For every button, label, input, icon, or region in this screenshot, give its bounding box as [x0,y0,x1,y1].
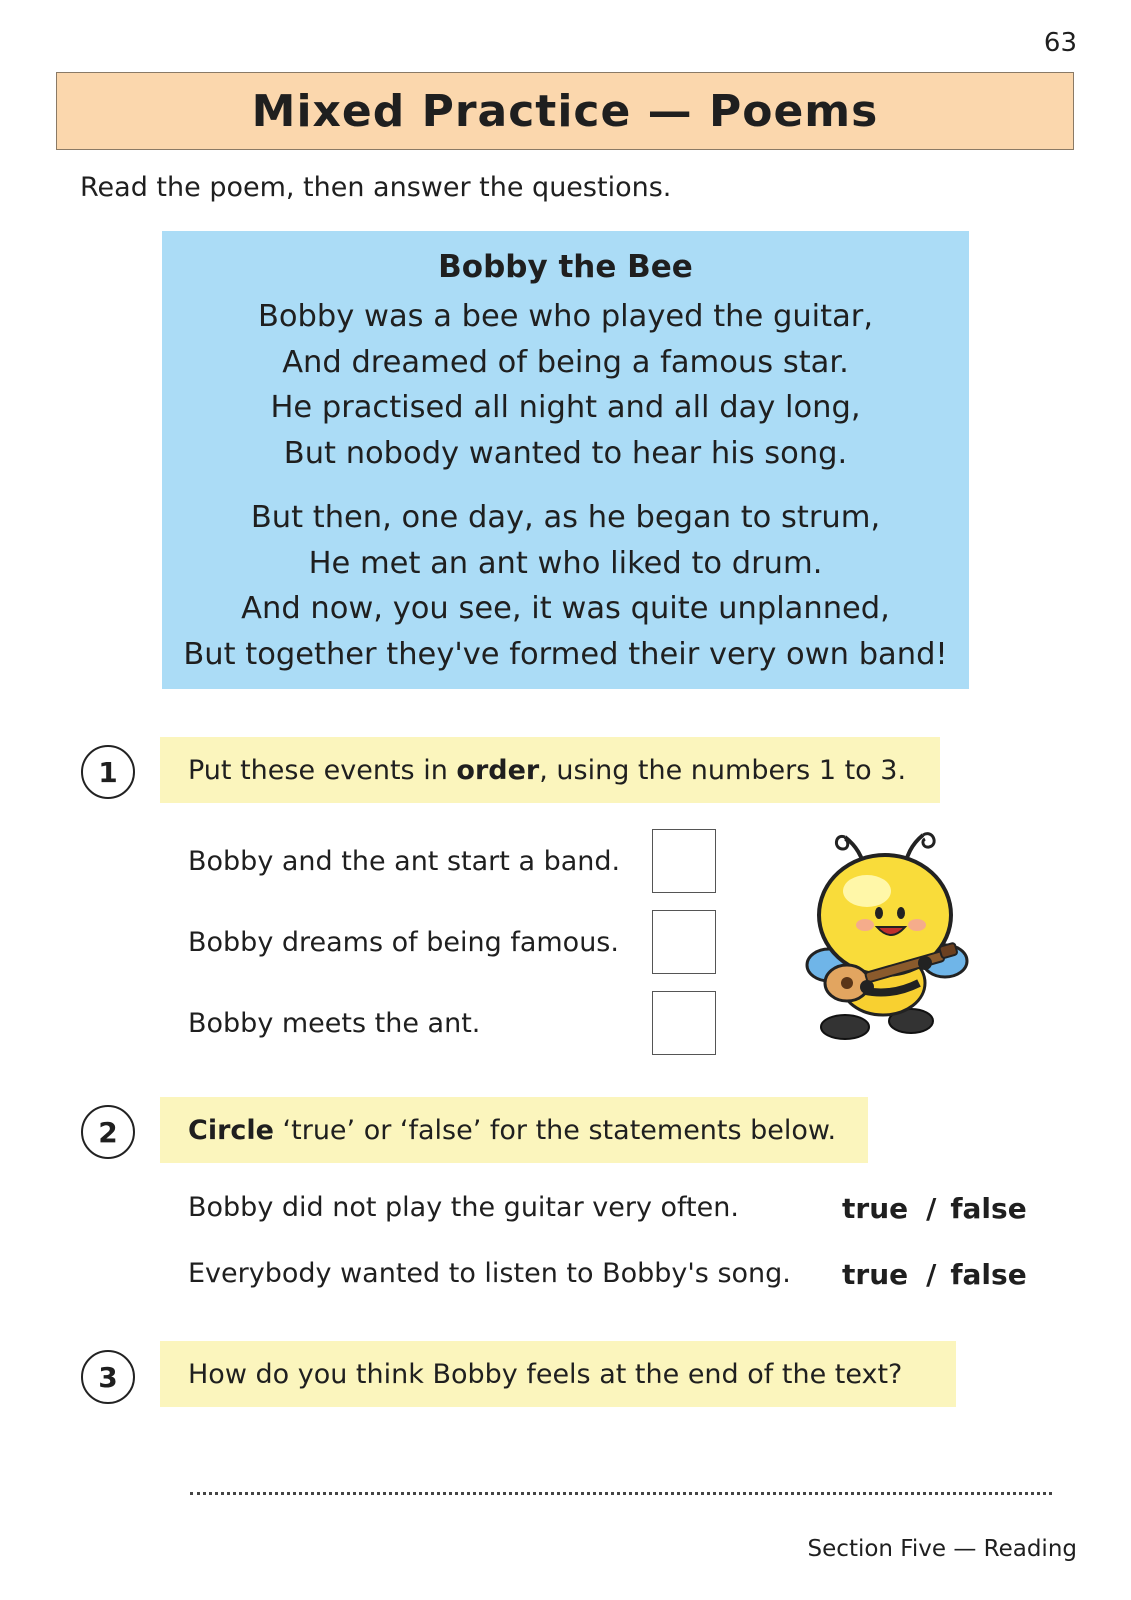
poem-line: But nobody wanted to hear his song. [283,435,848,471]
poem-line: And dreamed of being a famous star. [282,344,849,380]
false-option[interactable]: false [950,1258,1027,1291]
q1-prompt-before: Put these events in [188,754,457,786]
answer-line[interactable] [190,1492,1052,1495]
false-option[interactable]: false [950,1192,1027,1225]
page-title [56,72,1074,150]
true-false-choice-2 [842,1258,1027,1291]
statement-1: Bobby did not play the guitar very often. [188,1192,739,1223]
q1-prompt-after: , using the numbers 1 to 3. [539,754,907,786]
separator: / [926,1192,937,1225]
q2-prompt-bold: Circle [188,1114,274,1146]
question-2-number: 2 [81,1105,135,1159]
bee-with-guitar-icon [805,815,975,1045]
true-false-choice-1 [842,1192,1027,1225]
question-1-prompt [160,737,940,803]
footer: Section Five — Reading [807,1536,1077,1562]
event-1: Bobby and the ant start a band. [188,846,621,877]
true-option[interactable]: true [842,1258,909,1291]
poem-stanza-1 [162,294,969,476]
page-title-text: Mixed Practice — Poems [251,85,879,137]
order-box-2[interactable] [652,910,716,974]
instruction: Read the poem, then answer the questions. [80,172,672,203]
poem-line: He practised all night and all day long, [270,390,861,425]
statement-2: Everybody wanted to listen to Bobby's song. [188,1258,791,1289]
event-3: Bobby meets the ant. [188,1008,481,1039]
q3-prompt-text: How do you think Bobby feels at the end of the text? [188,1358,903,1390]
order-box-1[interactable] [652,829,716,893]
question-3-prompt [160,1341,956,1407]
poem-stanza-2 [162,495,969,677]
poem-line: Bobby was a bee who played the guitar, [257,299,874,334]
page-number: 63 [1043,28,1077,58]
poem-line: And now, you see, it was quite unplanned, [241,591,890,626]
q2-prompt-after: ‘true’ or ‘false’ for the statements below. [273,1114,837,1146]
poem-line: But together they've formed their very own band! [183,636,948,672]
true-option[interactable]: true [842,1192,909,1225]
event-2: Bobby dreams of being famous. [188,927,619,958]
poem-line: He met an ant who liked to drum. [308,545,823,581]
q1-prompt-bold: order [456,754,540,786]
separator: / [926,1258,937,1291]
poem-title: Bobby the Bee [438,249,693,285]
poem-line: But then, one day, as he began to strum, [250,500,881,535]
question-1-number: 1 [81,745,135,799]
poem-box [162,231,969,689]
order-box-3[interactable] [652,991,716,1055]
question-3-number: 3 [81,1350,135,1404]
question-2-prompt [160,1097,868,1163]
